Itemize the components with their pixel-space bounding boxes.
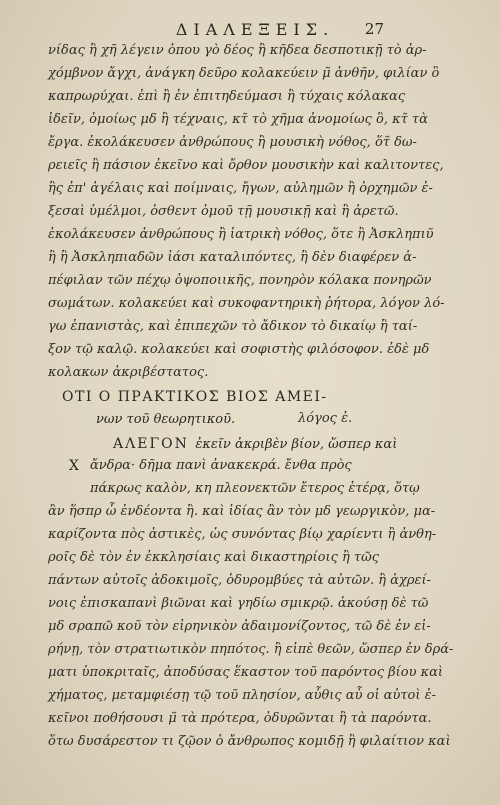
text-line: πάντων αὐτοῖς ἁδοκιμοῖς, ὁδυρομβύες τὰ αὐτῶν. ἢ ἀχρεί- [48, 573, 431, 588]
text-line: καρίζοντα πὸς ἀστικὲς, ὡς συνόντας βίῳ χαρίεντι ἢ ἀνθη- [48, 527, 437, 542]
text-line: πάκρως καλὸν, κη πλεονεκτῶν ἔτερος ἑτέρᾳ, ὅτῳ [90, 481, 420, 496]
text-line: ἢς ἐπ' ἀγέλαις καὶ ποίμναις, ἤγων, αὐλημῶν ἢ ὀρχημῶν ἐ- [48, 181, 433, 196]
text-line: ἢ ἢ Ἀσκληπιαδῶν ἰάσι καταλιπόντες, ἢ δὲν διαφέρεν ἀ- [48, 250, 417, 265]
running-header-title: ΔΙΑΛΕΞΕΙΣ. [175, 20, 335, 39]
section-opening-rest: ἐκεῖν ἀκριβὲν βίον, ὥσπερ καὶ [195, 437, 398, 452]
text-line: ροῖς δὲ τὸν ἐν ἐκκλησίαις καὶ δικαστηρίοις ἢ τῶς [48, 550, 379, 565]
text-line: σωμάτων. κολακεύει καὶ συκοφαντηρικὴ ῥήτορα, λόγον λό- [48, 296, 445, 311]
text-line: μδ σραπῶ κοῦ τὸν εἰρηνικὸν ἀδαιμονίζοντος, τῶ δὲ ἐν εἰ- [48, 619, 431, 634]
text-line: ξεσαὶ ὑμέλμοι, ὁσθεντ ὁμοῦ τῇ μουσικῇ καὶ ἢ ἀρετῶ. [48, 204, 399, 219]
margin-mark: Χ [69, 458, 79, 474]
text-line: ἂν ἥσπρ ὧ ἐνδέοντα ἢ. καὶ ἰδίας ἂν τὸν μδ γεωργικὸν, μα- [48, 504, 436, 519]
text-line: χήματος, μεταμφιέσῃ τῷ τοῦ πλησίον, αὖθις αὖ οἱ αὐτοὶ ἐ- [48, 688, 436, 703]
text-line: ἔργα. ἐκολάκευσεν ἀνθρώπους ἢ μουσικὴ νόθος, ὅτ̃ δω- [48, 135, 417, 150]
text-line: νίδας ἢ χῆ λέγειν ὁπου γὸ δέος ἢ κῆδεα δεσποτικῇ τὸ ἀρ- [48, 43, 427, 58]
text-line: ὅτω δυσάρεστον τι ζῷον ὁ ἄνθρωπος κομιδῇ ἢ φιλαίτιον καὶ [48, 734, 451, 749]
discourse-number: λόγος ἐ. [298, 411, 353, 426]
text-line: χόμβνον ἄγχι, ἀνάγκη δεῦρο κολακεύειν μ̃ ἀνθῆν, φιλίαν ὃ [48, 66, 440, 81]
text-line: ρειεῖς ἢ πάσιον ἐκεῖνο καὶ ὄρθον μουσικὴν καὶ καλιτοντες, [48, 158, 444, 173]
section-opening-line [113, 432, 398, 456]
text-line: κολακων ἀκριβέστατος. [48, 365, 209, 380]
page-number: 27 [364, 20, 384, 38]
text-line: πέφιλαν τῶν πέχῳ ὀψοποιικῆς, πονηρὸν κόλακα πονηρῶν [48, 273, 432, 288]
text-line: ἄνδρα· δῆμα πανὶ ἀνακεκρά. ἔνθα πρὸς [90, 458, 352, 473]
text-line: ματι ὑποκριταῖς, ἀποδύσας ἕκαστον τοῦ παρόντος βίου καὶ [48, 665, 444, 680]
text-line: ξον τῷ καλῷ. κολακεύει καὶ σοφιστὴς φιλόσοφον. ἐδὲ μδ [48, 342, 430, 357]
section-opening-word: ΑΛΕΓΟΝ [113, 436, 189, 452]
section-heading-continuation: νων τοῦ θεωρητικοῦ. [96, 412, 236, 427]
text-line: ἐκολάκευσεν ἀνθρώπους ἢ ἰατρικὴ νόθος, ὅτε ἢ Ἀσκληπιῦ [48, 227, 434, 242]
text-line: ἰδεῖν, ὁμοίως μδ ἢ τέχναις, κτ̃ τὸ χῆμα ἀνομοίως ὃ, κτ̃ τὰ [48, 112, 428, 127]
text-line: καπρωρύχαι. ἐπὶ ἢ ἐν ἐπιτηδεύμασι ἢ τύχαις κόλακας [48, 89, 406, 104]
text-line: γω ἐπανιστὰς, καὶ ἐπιπεχῶν τὸ ἄδικον τὸ δικαίῳ ἢ ταί- [48, 319, 418, 334]
text-line: νοις ἐπισκαπανὶ βιῶναι καὶ γηδίω σμικρῷ. ἀκούσῃ δὲ τῶ [48, 596, 429, 611]
text-line: ρήνῃ, τὸν στρατιωτικὸν πηπότος. ἢ εἰπὲ θεῶν, ὥσπερ ἐν δρά- [48, 642, 454, 657]
section-heading: ΟΤΙ Ο ΠΡΑΚΤΙΚΟΣ ΒΙΟΣ ΑΜΕΙ- [62, 389, 328, 405]
text-line: κεῖνοι ποθήσουσι μ̃ τὰ πρότερα, ὀδυρῶνται ἢ τὰ παρόντα. [48, 711, 432, 726]
